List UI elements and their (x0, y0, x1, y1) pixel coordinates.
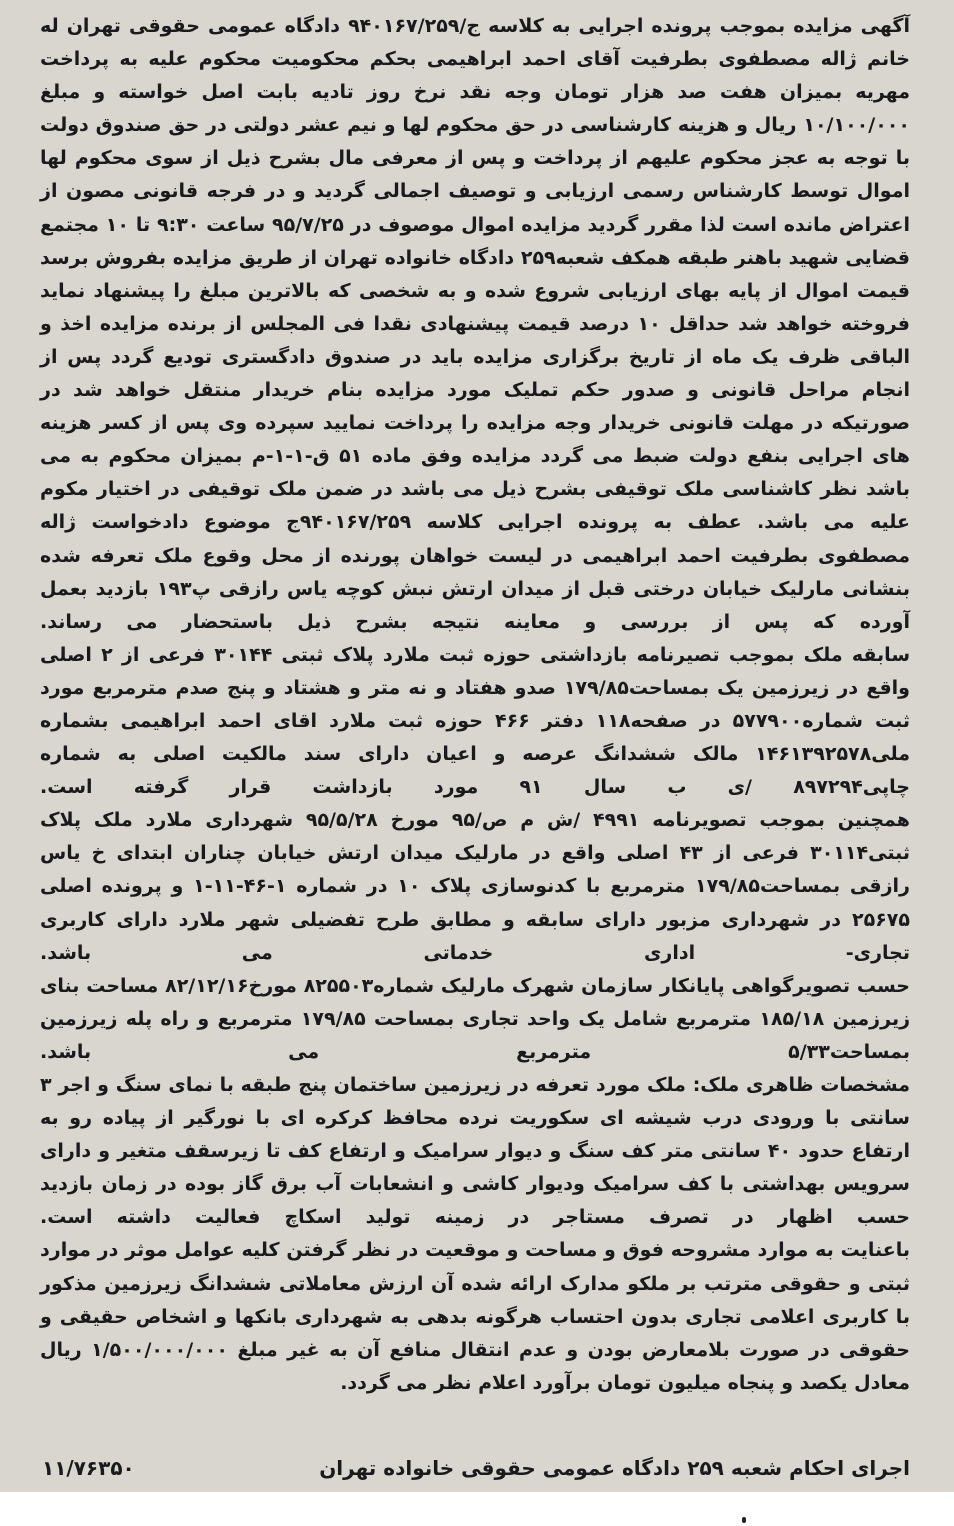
notice-paragraph-physical-specs: مشخصات ظاهری ملک: ملک مورد تعرفه در زیرزمین ساختمان پنج طبقه با نمای سنگ و اجر ۳ سانتی با ورودی درب شیشه ای سکوریت نرده محافظ کرکره ای با نورگیر از پیاده رو به ارتفاع حدود ۴۰ سانتی متر کف سنگ و دیوار سرامیک و ارتفاع کف تا زیرسقف متغیر و دارای سرویس بهداشتی با کف سرامیک ودیوار کاشی و انشعابات آب برق گاز بوده در زمان بازدید حسب اظهار در تصرف مستاجر در زمینه تولید اسکاچ فعالیت داشته است. (40, 1074, 910, 1229)
notice-paragraph-municipality: همچنین بموجب تصویرنامه ۴۹۹۱ /ش م ص/۹۵ مورخ ۹۵/۵/۲۸ شهرداری ملارد ملک پلاک ثبتی۳۰۱۱۴ فرعی از ۴۳ اصلی واقع در مارلیک میدان ارتش خیابان چناران ابتدای خ یاس رازقی بمساحت۱۷۹/۸۵ مترمربع با کدنوسازی پلاک ۱۰ در شماره ۱-۴۶-۱۱-۱ و پرونده اصلی ۲۵۶۷۵ در شهرداری مزبور دارای سابقه و مطابق طرح تفضیلی شهر ملارد دارای کاربری تجاری- اداری خدماتی می باشد. (40, 809, 910, 964)
notice-paragraph-property-history: سابقه ملک بموجب تصیرنامه بازداشتی حوزه ثبت ملارد پلاک ثبتی ۳۰۱۴۴ فرعی از ۲ اصلی واقع در زیرزمین یک بمساحت۱۷۹/۸۵ صدو هفتاد و نه متر و هشتاد و پنج صدم مترمربع مورد ثبت شماره۵۷۷۹۰۰ در صفحه۱۱۸ دفتر ۴۶۶ حوزه ثبت ملارد اقای احمد ابراهیمی بشماره ملی۱۴۶۱۳۹۲۵۷۸ مالک ششدانگ عرصه و اعیان دارای سند مالکیت اصلی به شماره چاپی۸۹۷۲۹۴ /ی ب سال ۹۱ مورد بازداشت قرار گرفته است. (40, 643, 911, 799)
notice-paragraph-valuation: باعنایت به موارد مشروحه فوق و مساحت و موقعیت در نظر گرفتن کلیه عوامل موثر در موارد ثبتی و حقوقی مترتب بر ملکو مدارک ارائه شده آن ارزش معاملاتی ششدانگ زیرزمین مذکور با کاربری اعلامی تجاری بدون احتساب هرگونه بدهی به شهرداری بانکها و اشخاص حقیقی و حقوقی در صورت بلامعارض بودن و عدم انتقال منافع آن به غیر مبلغ ۱/۵۰۰/۰۰۰/۰۰۰ ریال معادل یکصد و پنجاه میلیون تومان برآورد اعلام نظر می گردد. (40, 1239, 910, 1394)
auction-notice (34, 2, 916, 1492)
notice-footer (34, 1450, 916, 1486)
signer: اجرای احکام شعبه ۲۵۹ دادگاه عمومی حقوقی خانواده تهران (319, 1456, 910, 1480)
ink-mark (742, 1517, 746, 1523)
notice-paragraph-completion-certificate: حسب تصویرگواهی پایانکار سازمان شهرک مارلیک شماره۸۲۵۵۰۳ مورخ۸۲/۱۲/۱۶ مساحت بنای زیرزمین ۱۸۵/۱۸ مترمربع شامل یک واحد تجاری بمساحت ۱۷۹/۸۵ مترمربع و راه پله زیرزمین بمساحت۵/۳۳ مترمربع می باشد. (40, 974, 911, 1063)
notice-paragraph-intro: آگهی مزایده بموجب پرونده اجرایی به کلاسه ج/۹۴۰۱۶۷/۲۵۹ دادگاه عمومی حقوقی تهران له خانم ژاله مصطفوی بطرفیت آقای احمد ابراهیمی بحکم محکومیت محکوم علیه به پرداخت مهریه بمیزان هفت صد هزار تومان وجه نقد نرخ روز تادیه بابت اصل خواسته و مبلغ ۱۰/۱۰۰/۰۰۰ ریال و هزینه کارشناسی در حق محکوم لها و نیم عشر دولتی در حق صندوق دولت با توجه به عجز محکوم علیهم از پرداخت و پس از معرفی مال بشرح ذیل از سوی محکوم لها اموال توسط کارشناس رسمی ارزیابی و توصیف اجمالی گردید و در فرجه قانونی مصون از اعتراض مانده است لذا مقرر گردید مزایده اموال موصوف در ۹۵/۷/۲۵ ساعت ۹:۳۰ تا ۱۰ مجتمع قضایی شهید باهنر طبقه همکف شعبه۲۵۹ دادگاه خانواده تهران از طریق مزایده بفروش برسد قیمت اموال از پایه بهای ارزیابی شروع شده و به شخصی که بالاترین مبلغ را پیشنهاد نماید فروخته خواهد شد حداقل ۱۰ درصد قیمت پیشنهادی نقدا فی المجلس از برنده مزایده اخذ و الباقی ظرف یک ماه از تاریخ برگزاری مزایده باید در صندوق دادگستری تودیع گردد پس از انجام مراحل قانونی و صدور حکم تملیک مورد مزایده بنام خریدار منتقل خواهد شد در صورتیکه در مهلت قانونی خریدار وجه مزایده را پرداخت نمایید سپرده وی پس از کسر هزینه های اجرایی بنفع دولت ضبط می گردد مزایده وفق ماده ۵۱ ق-۱-۱-م بمیزان محکوم به می باشد نظر کاشناسی ملک توقیفی بشرح ذیل می باشد در ضمن ملک توقیفی در اختیار مکوم علیه می باشد. عطف به پرونده اجرایی کلاسه ۹۴۰۱۶۷/۲۵۹ج موضوع دادخواست ژاله مصطفوی بطرفیت احمد ابراهیمی در لیست خواهان پورنده از محل وقوع ملک تعرفه شده بنشانی مارلیک خیابان درختی قبل از میدان ارتش نبش کوچه یاس رازقی پ۱۹۳ بازدید بعمل آورده که پس از بررسی و معاینه نتیجه بشرح ذیل باستحضار می رساند. (40, 15, 911, 633)
page-margin (0, 1492, 954, 1526)
reference-number: ۱۱/۷۶۳۵۰ (42, 1456, 135, 1480)
